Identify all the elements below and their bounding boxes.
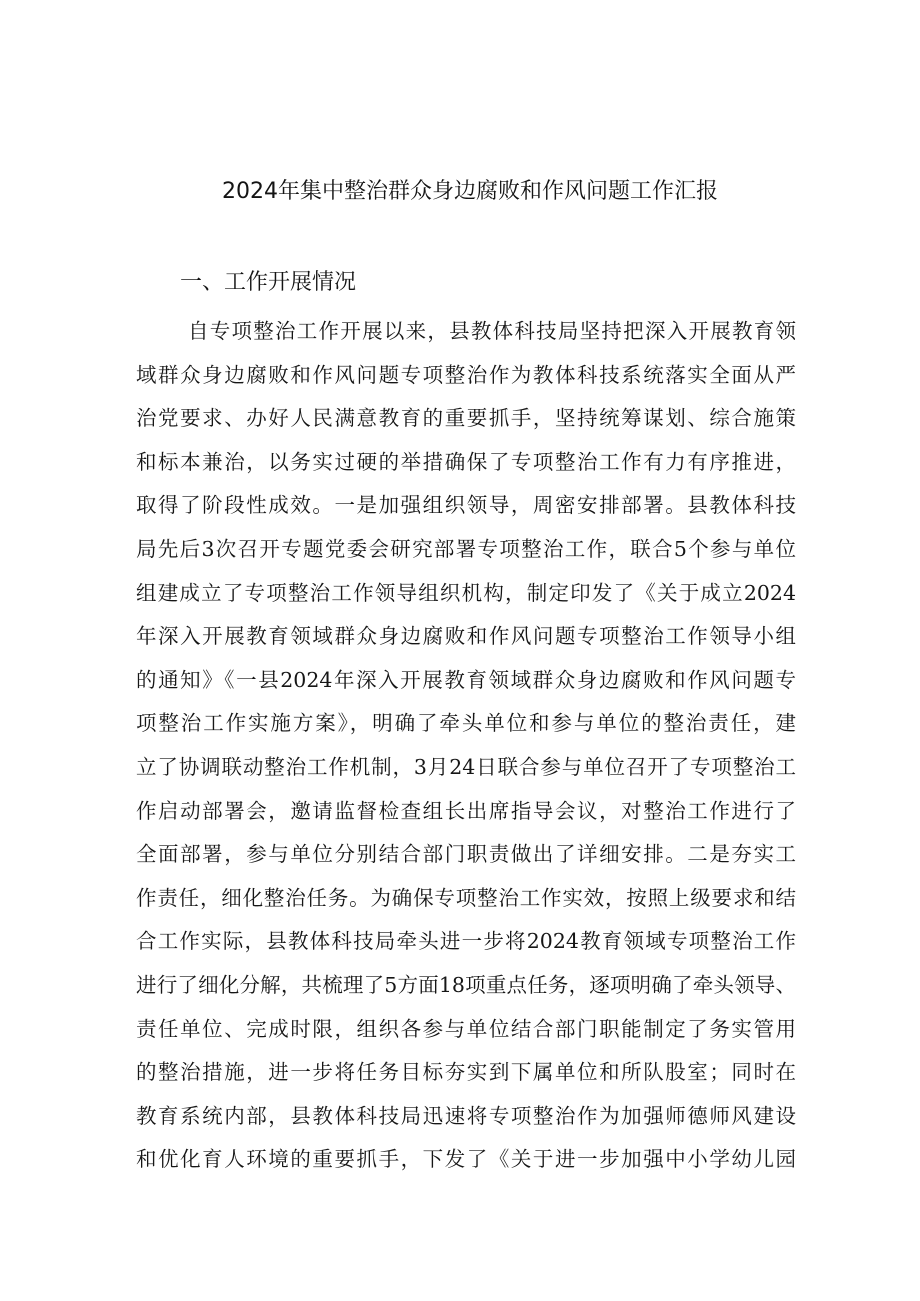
body-line: 的整治措施，进一步将任务目标夯实到下属单位和所队股室；同时在 [136, 1060, 796, 1085]
body-line: 和标本兼治，以务实过硬的举措确保了专项整治工作有力有序推进， [136, 449, 796, 474]
body-line: 自专项整治工作开展以来，县教体科技局坚持把深入开展教育领 [188, 319, 796, 343]
body-line: 局先后3次召开专题党委会研究部署专项整治工作，联合5个参与单位 [136, 536, 796, 561]
body-line: 取得了阶段性成效。一是加强组织领导，周密安排部署。县教体科技 [136, 493, 796, 518]
body-line: 组建成立了专项整治工作领导组织机构，制定印发了《关于成立2024 [136, 580, 796, 605]
section-heading: 一、工作开展情况 [180, 270, 357, 295]
body-line: 的通知》《一县2024年深入开展教育领域群众身边腐败和作风问题专 [136, 667, 796, 692]
body-paragraph [136, 310, 796, 1182]
body-line: 和优化育人环境的重要抓手，下发了《关于进一步加强中小学幼儿园 [136, 1147, 796, 1172]
document-title: 2024年集中整治群众身边腐败和作风问题工作汇报 [222, 179, 718, 204]
body-line: 治党要求、办好人民满意教育的重要抓手，坚持统筹谋划、综合施策 [136, 406, 796, 431]
body-line: 作责任，细化整治任务。为确保专项整治工作实效，按照上级要求和结 [136, 885, 796, 910]
body-line: 域群众身边腐败和作风问题专项整治作为教体科技系统落实全面从严 [136, 362, 796, 387]
body-line: 教育系统内部，县教体科技局迅速将专项整治作为加强师德师风建设 [136, 1103, 796, 1128]
body-line: 项整治工作实施方案》，明确了牵头单位和参与单位的整治责任，建 [136, 711, 796, 736]
body-line: 作启动部署会，邀请监督检查组长出席指导会议，对整治工作进行了 [136, 798, 796, 823]
body-line: 进行了细化分解，共梳理了5方面18项重点任务，逐项明确了牵头领导、 [136, 972, 796, 997]
body-line: 全面部署，参与单位分别结合部门职责做出了详细安排。二是夯实工 [136, 842, 796, 867]
body-line: 合工作实际，县教体科技局牵头进一步将2024教育领域专项整治工作 [136, 929, 796, 954]
body-line: 年深入开展教育领域群众身边腐败和作风问题专项整治工作领导小组 [136, 624, 796, 649]
body-line: 立了协调联动整治工作机制，3月24日联合参与单位召开了专项整治工 [136, 754, 796, 779]
body-line: 责任单位、完成时限，组织各参与单位结合部门职能制定了务实管用 [136, 1016, 796, 1041]
